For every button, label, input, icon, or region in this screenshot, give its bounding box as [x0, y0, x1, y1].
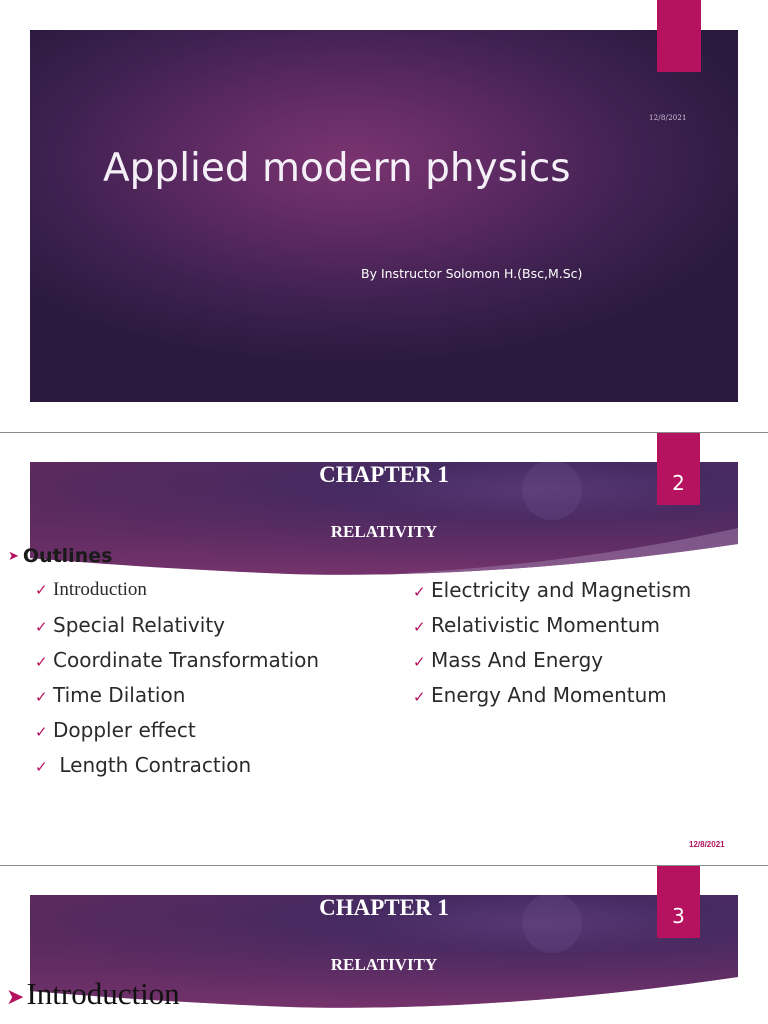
check-mark-icon: ✓: [413, 618, 426, 636]
slide-number-tab: [657, 433, 700, 505]
check-mark-icon: ✓: [35, 583, 48, 599]
slide-number: 2: [672, 471, 685, 495]
slide-1: [0, 0, 768, 432]
title-slide-background: [30, 30, 738, 402]
slide-2: [0, 433, 768, 865]
slide-number-tab: [657, 866, 700, 938]
slide-author: By Instructor Solomon H.(Bsc,M.Sc): [361, 266, 583, 281]
list-item: ✓ Mass And Energy: [413, 646, 691, 681]
list-item: ✓ Time Dilation: [35, 681, 319, 716]
slide-3: [0, 866, 768, 1024]
check-mark-icon: ✓: [35, 653, 48, 671]
check-mark-icon: ✓: [35, 618, 48, 636]
check-mark-icon: ✓: [413, 653, 426, 671]
section-heading: ➤Introduction: [6, 976, 180, 1011]
check-mark-icon: ✓: [413, 688, 426, 706]
check-mark-icon: ✓: [35, 688, 48, 706]
list-item: ✓ Coordinate Transformation: [35, 646, 319, 681]
outline-list-left: [35, 576, 319, 786]
outlines-label: Outlines: [22, 545, 113, 567]
slide-title: Applied modern physics: [103, 146, 571, 191]
chapter-title: CHAPTER 1: [319, 895, 449, 920]
list-item: ✓ Relativistic Momentum: [413, 611, 691, 646]
chapter-topic: RELATIVITY: [330, 522, 438, 541]
slide-accent-tab: [657, 0, 701, 72]
slide-number: 3: [672, 904, 685, 928]
list-item: ✓ Doppler effect: [35, 716, 319, 751]
arrow-bullet-icon: ➤: [8, 549, 19, 564]
outlines-heading: [8, 545, 112, 567]
chapter-topic: RELATIVITY: [330, 955, 438, 974]
chapter-banner: [30, 462, 738, 576]
list-item: ✓ Length Contraction: [35, 751, 319, 786]
list-item: ✓ Energy And Momentum: [413, 681, 691, 716]
check-mark-icon: ✓: [35, 723, 48, 741]
chapter-title: CHAPTER 1: [319, 462, 449, 487]
arrow-bullet-icon: ➤: [6, 984, 25, 1009]
list-item: ✓ Special Relativity: [35, 611, 319, 646]
slide-date: 12/8/2021: [689, 840, 725, 849]
check-mark-icon: ✓: [35, 758, 48, 776]
list-item: ✓ Introduction: [35, 576, 319, 611]
check-mark-icon: ✓: [413, 583, 426, 601]
list-item: ✓ Electricity and Magnetism: [413, 576, 691, 611]
outline-list-right: [413, 576, 691, 716]
slide-date: 12/8/2021: [649, 114, 687, 122]
